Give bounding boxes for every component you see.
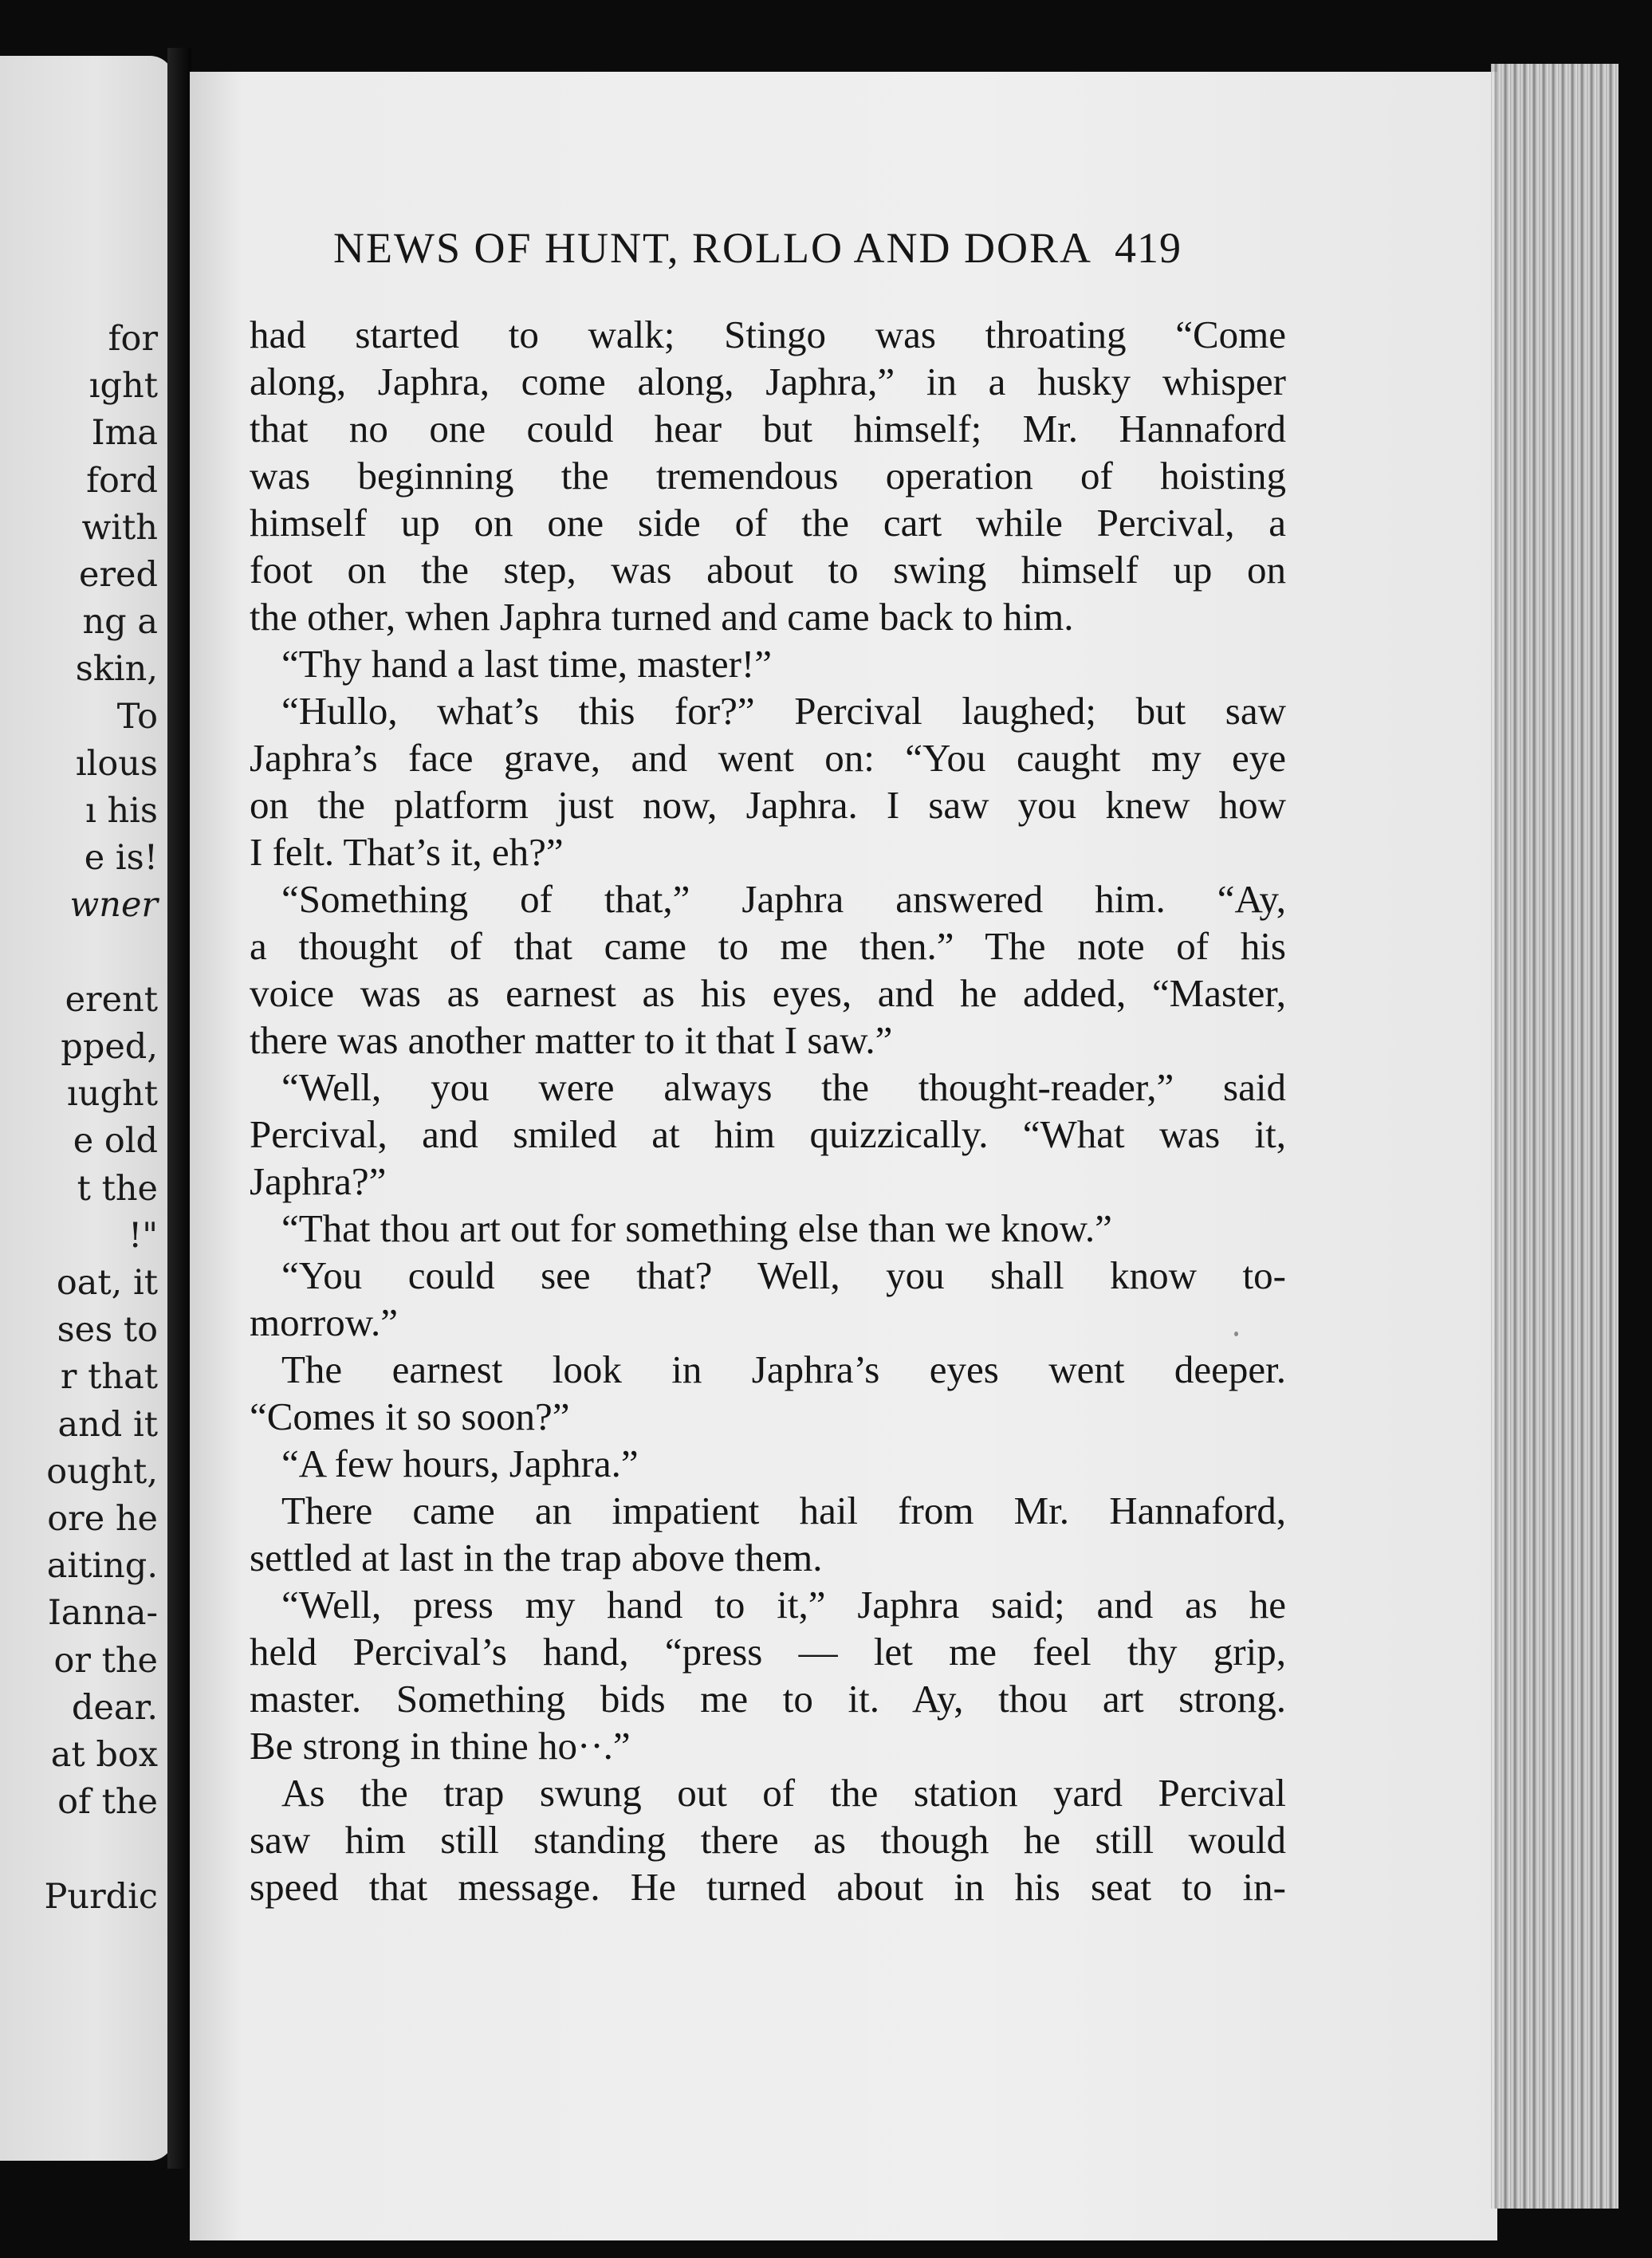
left-page-line: !" (128, 1215, 158, 1256)
left-page-line: ılous (75, 743, 158, 784)
left-page-line: ıught (67, 1074, 158, 1115)
text-line: “Well, you were always the thought-reader,” said (281, 1065, 1286, 1109)
left-page-line: wner (69, 885, 158, 926)
left-page-line: for (108, 319, 158, 359)
left-page-line: and it (57, 1404, 158, 1445)
text-line: was beginning the tremendous operation of hoisting (250, 454, 1286, 498)
left-page-line: aiting. (46, 1546, 158, 1587)
left-page-line: ı his (85, 791, 158, 831)
text-line: settled at last in the trap above them. (250, 1536, 823, 1579)
left-page-line: ought, (46, 1451, 158, 1492)
text-line: along, Japhra, come along, Japhra,” in a husky whisper (250, 360, 1286, 403)
text-line: I felt. That’s it, eh?” (250, 830, 564, 874)
text-line: master. Something bids me to it. Ay, thou art strong. (250, 1677, 1286, 1721)
text-line: “Hullo, what’s this for?” Percival laughed; but saw (281, 689, 1286, 733)
left-page-line: e old (73, 1121, 158, 1162)
text-line: “Thy hand a last time, master!” (281, 642, 772, 686)
text-line: Japhra’s face grave, and went on: “You caught my eye (250, 736, 1286, 780)
left-page-line: ore he (47, 1499, 158, 1539)
text-line: Percival, and smiled at him quizzically. “What was it, (250, 1112, 1286, 1156)
text-line: Be strong in thine ho··.” (250, 1724, 631, 1768)
left-page-line: skin, (75, 649, 158, 690)
running-head-title: NEWS OF HUNT, ROLLO AND DORA (333, 224, 1092, 272)
left-page (0, 56, 174, 2161)
left-page-line: pped, (61, 1027, 158, 1067)
left-page-line: or the (53, 1640, 158, 1681)
running-head (333, 223, 1449, 273)
text-line: The earnest look in Japhra’s eyes went deeper. (281, 1347, 1286, 1391)
left-page-line: Ima (91, 413, 158, 454)
text-line: speed that message. He turned about in his seat to in- (250, 1865, 1286, 1909)
left-page-line: ng a (82, 602, 158, 643)
left-page-line: at box (50, 1735, 158, 1775)
text-line: had started to walk; Stingo was throating “Come (250, 313, 1286, 356)
text-line: held Percival’s hand, “press — let me feel thy grip, (250, 1630, 1286, 1674)
text-line: on the platform just now, Japhra. I saw you knew how (250, 783, 1286, 827)
text-line: “A few hours, Japhra.” (281, 1442, 639, 1485)
text-line: “Comes it so soon?” (250, 1395, 570, 1438)
text-line: As the trap swung out of the station yard Percival (281, 1771, 1286, 1815)
left-page-line: t the (77, 1168, 158, 1209)
text-line: a thought of that came to me then.” The note of his (250, 924, 1286, 968)
text-line: “Well, press my hand to it,” Japhra said; and as he (281, 1583, 1286, 1627)
left-page-line: Ianna- (47, 1593, 158, 1634)
page-number: 419 (1114, 224, 1182, 272)
text-line: There came an impatient hail from Mr. Hannaford, (281, 1489, 1286, 1532)
text-line: voice was as earnest as his eyes, and he added, “Master, (250, 971, 1286, 1015)
left-page-line: e is! (84, 838, 158, 879)
left-page-line: of the (57, 1782, 158, 1823)
gutter-shadow (167, 48, 191, 2169)
left-page-line: dear. (71, 1687, 158, 1728)
left-page-line: r that (60, 1357, 158, 1398)
background-edge (1619, 64, 1652, 2209)
text-line: foot on the step, was about to swing himself up on (250, 548, 1286, 592)
left-page-line: oat, it (56, 1263, 158, 1303)
left-page-line: erent (65, 979, 158, 1020)
text-line: that no one could hear but himself; Mr. Hannaford (250, 407, 1286, 450)
body-text (250, 311, 1286, 1910)
left-page-line: with (81, 507, 158, 548)
left-page-line: Purdic (44, 1876, 158, 1917)
text-line: Japhra?” (250, 1159, 387, 1203)
left-page-line: ered (79, 555, 158, 595)
ink-speck (1234, 1332, 1238, 1336)
text-line: “Something of that,” Japhra answered him. “Ay, (281, 877, 1286, 921)
text-line: the other, when Japhra turned and came back to him. (250, 595, 1074, 639)
text-line: saw him still standing there as though he still would (250, 1818, 1286, 1862)
right-page (190, 72, 1497, 2240)
page-edges (1491, 64, 1619, 2209)
left-page-line: ses to (57, 1310, 158, 1351)
text-line: himself up on one side of the cart while Percival, a (250, 501, 1286, 545)
text-line: morrow.” (250, 1300, 398, 1344)
text-line: “You could see that? Well, you shall know to- (281, 1253, 1286, 1297)
left-page-line: ford (86, 460, 158, 501)
text-line: there was another matter to it that I saw.” (250, 1018, 893, 1062)
left-page-line: To (116, 696, 158, 737)
text-line: “That thou art out for something else than we know.” (281, 1206, 1112, 1250)
left-page-line: ıght (88, 366, 158, 407)
